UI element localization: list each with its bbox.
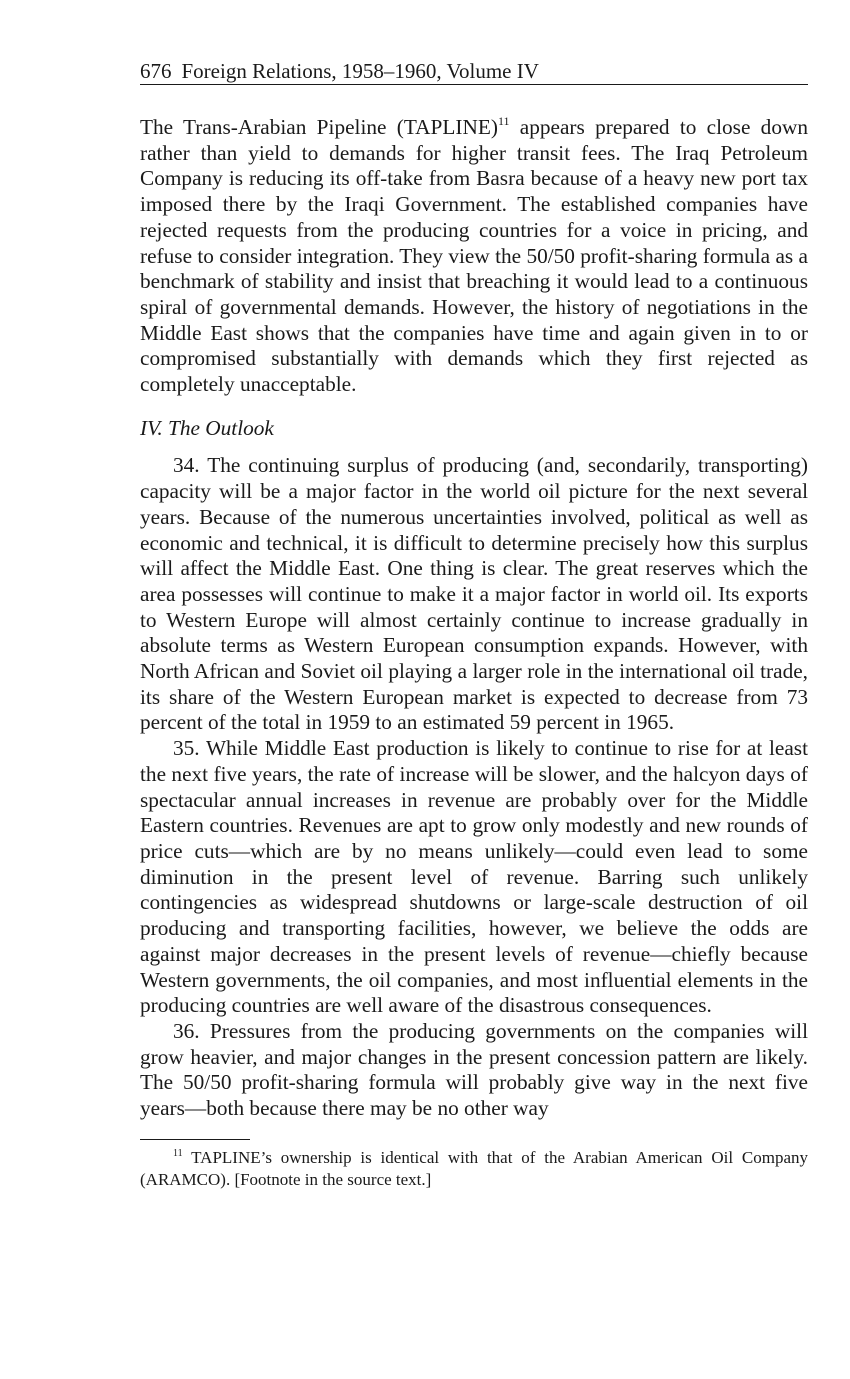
intro-text-start: The Trans-Arabian Pipeline (TAPLINE) [140, 115, 498, 139]
paragraph-36: 36. Pressures from the producing governments on the companies will grow heavier, and major changes in the present concession pattern are likely. The 50/50 profit-sharing formula will probably give way in the next five years—both because there may be no other way [140, 1018, 808, 1121]
paragraph-35: 35. While Middle East production is likely to continue to rise for at least the next five years, the rate of increase will be slower, and the halcyon days of spectacular annual increases in revenue are probably over for the Middle Eastern countries. Revenues are apt to grow only modestly and new rounds of price cuts—which are by no means unlikely—could even lead to some diminution in the present level of revenue. Barring such unlikely contingencies as widespread shutdowns or large-scale destruction of oil producing and transporting facilities, however, we believe the odds are against major decreases in the present levels of revenue—chiefly because Western governments, the oil companies, and most influential elements in the producing countries are well aware of the disastrous consequences. [140, 736, 808, 1018]
running-header [140, 58, 808, 85]
footnote-text: TAPLINE’s ownership is identical with that of the Arabian American Oil Company (ARAMCO). [Footnote in the source text.] [140, 1147, 808, 1189]
body-text [140, 115, 808, 1122]
page-number: 676 [140, 59, 172, 83]
section-heading: IV. The Outlook [140, 415, 274, 440]
footnote-divider [140, 1139, 250, 1140]
footnote [140, 1147, 808, 1191]
document-page [140, 58, 808, 1208]
intro-paragraph [140, 115, 808, 398]
volume-title: Foreign Relations, 1958–1960, Volume IV [181, 59, 539, 83]
intro-text-rest: appears prepared to close down rather than yield to demands for higher transit fees. The Iraq Petroleum Company is reducing its off-take from Basra because of a heavy new port tax imposed there by the Iraqi Government. The established companies have rejected requests from the producing countries for a voice in pricing, and refuse to consider integration. They view the 50/50 profit-sharing formula as a benchmark of stability and insist that breaching it would lead to a continuous spiral of governmental demands. However, the history of negotiations in the Middle East shows that the companies have time and again given in to or compromised substantially with demands which they first rejected as completely unacceptable. [140, 115, 809, 397]
paragraph-34: 34. The continuing surplus of producing (and, secondarily, transporting) capacity will be a major factor in the world oil picture for the next several years. Because of the numerous uncertainties involved, political as well as economic and technical, it is difficult to determine precisely how this surplus will affect the Middle East. One thing is clear. The great reserves which the area possesses will continue to make it a major factor in world oil. Its exports to Western Europe will almost certainly continue to increase gradually in absolute terms as Western European consumption expands. However, with North African and Soviet oil playing a larger role in the international oil trade, its share of the Western European market is expected to decrease from 73 percent of the total in 1959 to an estimated 59 percent in 1965. [140, 453, 808, 735]
footnote-marker: 11 [173, 1147, 183, 1159]
footnote-reference: 11 [497, 114, 510, 128]
